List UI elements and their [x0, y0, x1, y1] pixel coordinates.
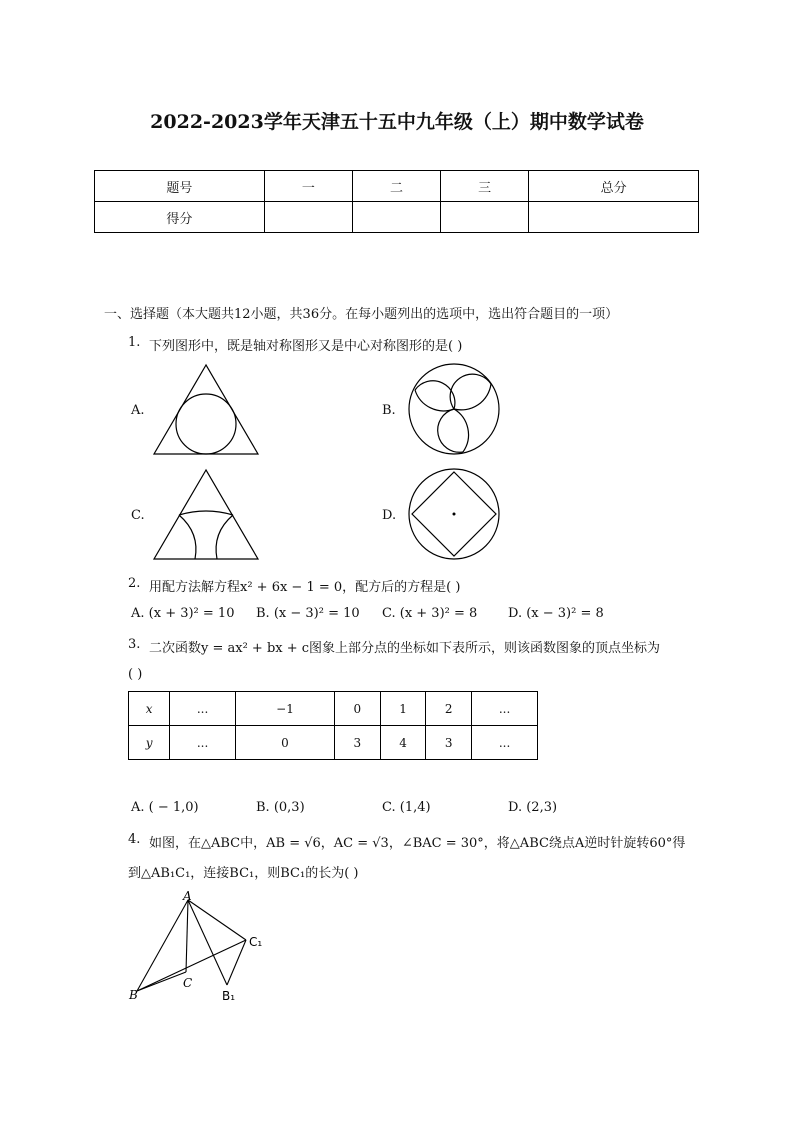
triangle-rotation-figure	[125, 888, 275, 1008]
score-header-cell: 一	[264, 171, 352, 202]
q3-option-c: C. (1,4)	[382, 800, 431, 815]
q3-option-d: D. (2,3)	[508, 800, 558, 815]
score-blank-cell	[264, 202, 352, 233]
option-c-label: C.	[131, 508, 145, 523]
label-c1: C₁	[249, 935, 263, 949]
question-3-stem: 二次函数y = ax² + bx + c图象上部分点的坐标如下表所示，则该函数图象的顶点坐标为	[149, 641, 661, 656]
label-b: B	[129, 988, 138, 1002]
q2-option-b: B. (x − 3)² = 10	[256, 606, 360, 621]
x-value-cell: ...	[170, 692, 236, 726]
score-header-cell: 总分	[529, 171, 699, 202]
label-c: C	[183, 976, 193, 990]
score-blank-cell	[352, 202, 440, 233]
question-4-stem-cont: 到△AB₁C₁，连接BC₁，则BC₁的长为( )	[128, 866, 359, 881]
x-label-cell: x	[129, 692, 170, 726]
question-2-stem: 用配方法解方程x² + 6x − 1 = 0，配方后的方程是( )	[149, 580, 461, 595]
section-heading: 一、选择题（本大题共12小题，共36分。在每小题列出的选项中，选出符合题目的一项）	[104, 307, 619, 322]
question-2-number: 2.	[128, 576, 141, 591]
y-value-cell: ...	[472, 726, 538, 760]
x-value-cell: ...	[472, 692, 538, 726]
y-label-cell: y	[129, 726, 170, 760]
figure-circle-inscribed-square	[405, 467, 505, 562]
question-4-stem: 如图，在△ABC中，AB = √6，AC = √3，∠BAC = 30°，将△ABC绕点A逆时针旋转60°得	[149, 836, 686, 851]
question-4-number: 4.	[128, 832, 141, 847]
x-value-cell: −1	[236, 692, 335, 726]
y-row	[129, 726, 538, 760]
question-1-number: 1.	[128, 335, 141, 350]
y-value-cell: ...	[170, 726, 236, 760]
figure-circle-three-petals	[405, 362, 505, 457]
q3-option-b: B. (0,3)	[256, 800, 305, 815]
x-value-cell: 1	[380, 692, 426, 726]
question-1-stem: 下列图形中，既是轴对称图形又是中心对称图形的是( )	[149, 339, 463, 354]
figure-triangle-incircle	[150, 362, 265, 457]
y-value-cell: 3	[334, 726, 380, 760]
x-value-cell: 2	[426, 692, 472, 726]
q3-option-a: A. ( − 1,0)	[131, 800, 199, 815]
page-title: 2022-2023学年天津五十五中九年级（上）期中数学试卷	[150, 111, 644, 133]
score-header-cell: 二	[352, 171, 440, 202]
x-value-cell: 0	[334, 692, 380, 726]
score-blank-cell	[441, 202, 529, 233]
option-a-label: A.	[131, 403, 145, 418]
question-3-stem-cont: ( )	[128, 667, 143, 682]
score-row-label: 得分	[95, 202, 265, 233]
y-value-cell: 3	[426, 726, 472, 760]
q2-option-c: C. (x + 3)² = 8	[382, 606, 478, 621]
score-header-cell: 题号	[95, 171, 265, 202]
label-a: A	[183, 889, 192, 903]
score-table	[94, 170, 699, 233]
label-b1: B₁	[222, 989, 236, 1003]
x-row	[129, 692, 538, 726]
score-table-header-row	[95, 171, 699, 202]
option-b-label: B.	[382, 403, 396, 418]
option-d-label: D.	[382, 508, 397, 523]
xy-value-table	[128, 691, 538, 760]
question-3-number: 3.	[128, 637, 141, 652]
y-value-cell: 4	[380, 726, 426, 760]
score-table-score-row	[95, 202, 699, 233]
q2-option-d: D. (x − 3)² = 8	[508, 606, 604, 621]
y-value-cell: 0	[236, 726, 335, 760]
score-blank-cell	[529, 202, 699, 233]
figure-triangle-concave-arcs	[150, 467, 265, 562]
score-header-cell: 三	[441, 171, 529, 202]
q2-option-a: A. (x + 3)² = 10	[131, 606, 235, 621]
